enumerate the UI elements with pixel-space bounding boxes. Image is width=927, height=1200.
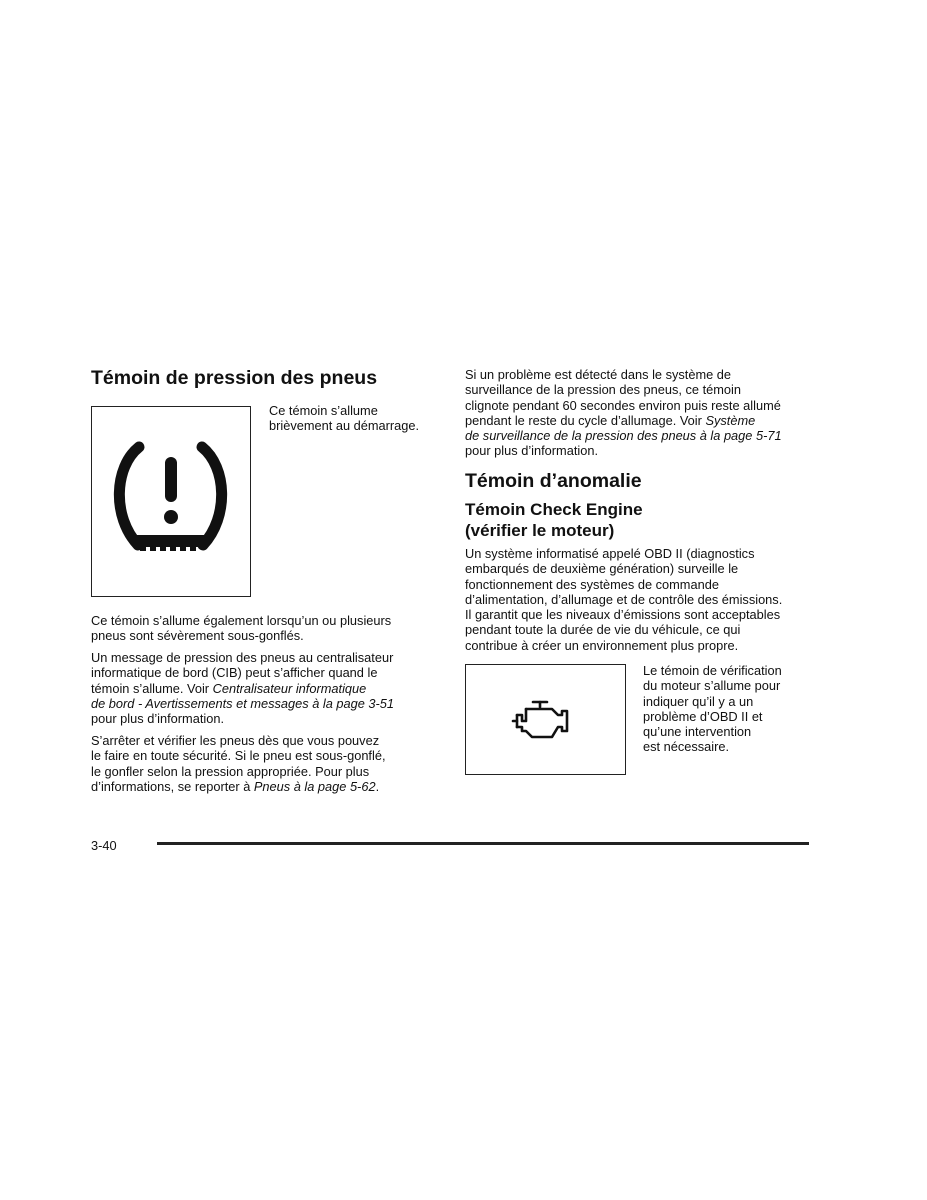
tire-pressure-para2: Un message de pression des pneus au centralisateur informatique de bord (CIB) peut s’afficher quand le témoin s’allume. Voir Centralisateur informatique de bord - Avertissements et messages à la page 3-51 pour plus d’information. <box>91 650 395 727</box>
tire-pressure-caption: Ce témoin s’allume brièvement au démarrage. <box>269 403 420 434</box>
link-systeme-page[interactable]: de surveillance de la pression des pneus à la page 5-71 <box>465 428 782 444</box>
obd-para: Un système informatisé appelé OBD II (diagnostics embarqués de deuxième génération) surveille le fonctionnement des systèmes de commande d’alimentation, d’allumage et de contrôle des émissions. Il garantit que les niveaux d’émissions sont acceptables pendant toute la durée de vie du véhicule, ce qui contribue à créer un environnement plus propre. <box>465 546 783 653</box>
tire-pressure-title: Témoin de pression des pneus <box>91 367 378 389</box>
check-engine-subtitle: Témoin Check Engine (vérifier le moteur) <box>465 500 643 540</box>
check-engine-icon-box <box>465 664 626 775</box>
footer-rule <box>157 842 809 845</box>
link-centralisateur-page[interactable]: de bord - Avertissements et messages à la page 3-51 <box>91 695 395 711</box>
tire-pressure-para3: S’arrêter et vérifier les pneus dès que vous pouvez le faire en toute sécurité. Si le pneu est sous-gonflé, le gonfler selon la pression appropriée. Pour plus d’informations, se reporter à Pneus à la page 5-62. <box>91 733 386 794</box>
link-pneus[interactable]: Pneus à la page 5-62 <box>253 778 376 794</box>
check-engine-caption: Le témoin de vérification du moteur s’allume pour indiquer qu’il y a un problème d’OBD II et qu’une intervention est nécessaire. <box>643 663 782 755</box>
malfunction-title: Témoin d’anomalie <box>465 470 642 492</box>
tire-pressure-para1: Ce témoin s’allume également lorsqu’un ou plusieurs pneus sont sévèrement sous-gonflés. <box>91 613 392 644</box>
link-centralisateur[interactable]: Centralisateur informatique <box>212 680 367 696</box>
tire-pressure-warning-icon <box>92 407 249 595</box>
tire-pressure-icon-box <box>91 406 251 597</box>
link-systeme[interactable]: Système <box>705 412 756 428</box>
page-number: 3-40 <box>91 838 117 853</box>
tpms-malfunction-para: Si un problème est détecté dans le système de surveillance de la pression des pneus, ce témoin clignote pendant 60 secondes environ puis reste allumé pendant le reste du cycle d’allumage. Voir Système de surveillance de la pression des pneus à la page 5-71 pour plus d’information. <box>465 367 782 459</box>
check-engine-icon <box>466 665 624 773</box>
